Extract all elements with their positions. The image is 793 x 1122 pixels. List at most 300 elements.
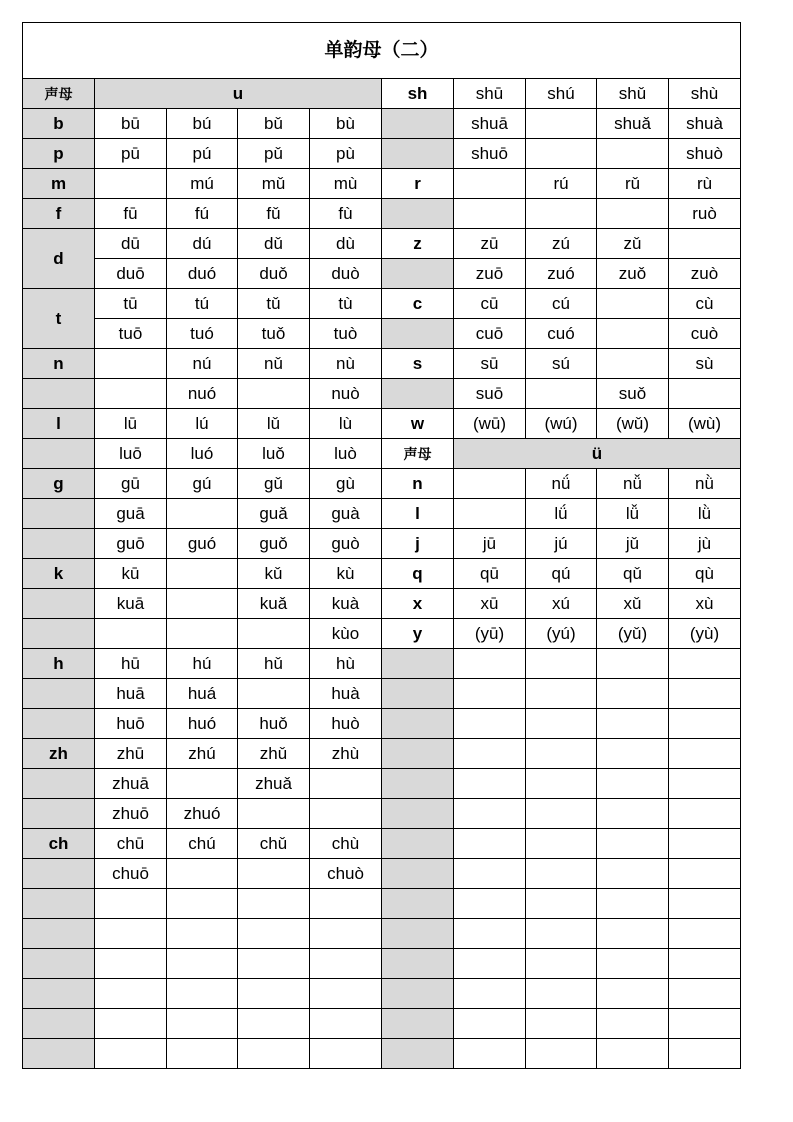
initial-cell: k xyxy=(23,559,95,589)
empty-cell xyxy=(526,769,597,799)
syllable-cell: lù xyxy=(310,409,382,439)
pinyin-table xyxy=(22,22,741,1069)
syllable-cell: cū xyxy=(454,289,526,319)
table-row xyxy=(23,469,741,499)
empty-cell xyxy=(597,919,669,949)
syllable-cell xyxy=(238,799,310,829)
syllable-cell xyxy=(95,919,167,949)
syllable-cell: nǜ xyxy=(669,469,741,499)
syllable-cell xyxy=(238,919,310,949)
syllable-cell xyxy=(238,1039,310,1069)
syllable-cell: shú xyxy=(526,79,597,109)
initial-cell: ch xyxy=(23,829,95,859)
syllable-cell xyxy=(310,799,382,829)
syllable-cell xyxy=(95,1009,167,1039)
syllable-cell xyxy=(167,589,238,619)
empty-cell xyxy=(454,1009,526,1039)
table-row xyxy=(23,109,741,139)
syllable-cell: jū xyxy=(454,529,526,559)
syllable-cell: tù xyxy=(310,289,382,319)
empty-cell xyxy=(454,859,526,889)
syllable-cell: dú xyxy=(167,229,238,259)
syllable-cell: rù xyxy=(669,169,741,199)
syllable-cell: (wú) xyxy=(526,409,597,439)
empty-cell xyxy=(454,829,526,859)
header-initial-label: 声母 xyxy=(382,439,454,469)
syllable-cell: kùo xyxy=(310,619,382,649)
empty-cell xyxy=(669,979,741,1009)
initial-cell xyxy=(382,979,454,1009)
syllable-cell: zhuó xyxy=(167,799,238,829)
syllable-cell xyxy=(454,469,526,499)
initial-cell xyxy=(382,139,454,169)
table-row xyxy=(23,349,741,379)
syllable-cell xyxy=(310,1009,382,1039)
syllable-cell: pù xyxy=(310,139,382,169)
empty-cell xyxy=(597,1009,669,1039)
initial-cell xyxy=(382,1039,454,1069)
initial-cell xyxy=(382,379,454,409)
syllable-cell xyxy=(95,379,167,409)
page-title: 单韵母（二） xyxy=(23,23,741,79)
syllable-cell: fù xyxy=(310,199,382,229)
syllable-cell: zuó xyxy=(526,259,597,289)
initial-cell: n xyxy=(23,349,95,379)
table-row xyxy=(23,709,741,739)
initial-cell xyxy=(23,859,95,889)
syllable-cell: huà xyxy=(310,679,382,709)
initial-cell: w xyxy=(382,409,454,439)
syllable-cell: zhú xyxy=(167,739,238,769)
syllable-cell: kuā xyxy=(95,589,167,619)
syllable-cell: fū xyxy=(95,199,167,229)
initial-cell: h xyxy=(23,649,95,679)
empty-cell xyxy=(454,799,526,829)
syllable-cell: shuā xyxy=(454,109,526,139)
syllable-cell: kuà xyxy=(310,589,382,619)
syllable-cell: shuō xyxy=(454,139,526,169)
syllable-cell: pǔ xyxy=(238,139,310,169)
syllable-cell: qù xyxy=(669,559,741,589)
initial-cell xyxy=(382,1009,454,1039)
syllable-cell: gù xyxy=(310,469,382,499)
syllable-cell: tuó xyxy=(167,319,238,349)
syllable-cell xyxy=(669,379,741,409)
syllable-cell: dū xyxy=(95,229,167,259)
syllable-cell: huó xyxy=(167,709,238,739)
empty-cell xyxy=(526,919,597,949)
syllable-cell xyxy=(310,949,382,979)
header-final-v: ü xyxy=(454,439,741,469)
syllable-cell: cuò xyxy=(669,319,741,349)
syllable-cell: luó xyxy=(167,439,238,469)
syllable-cell: shū xyxy=(454,79,526,109)
initial-cell xyxy=(23,1009,95,1039)
syllable-cell: hǔ xyxy=(238,649,310,679)
syllable-cell: guà xyxy=(310,499,382,529)
syllable-cell: jù xyxy=(669,529,741,559)
syllable-cell: qū xyxy=(454,559,526,589)
syllable-cell: shuò xyxy=(669,139,741,169)
empty-cell xyxy=(454,889,526,919)
initial-cell: d xyxy=(23,229,95,289)
syllable-cell xyxy=(238,979,310,1009)
syllable-cell: cuó xyxy=(526,319,597,349)
initial-cell xyxy=(382,649,454,679)
empty-cell xyxy=(454,769,526,799)
empty-cell xyxy=(454,709,526,739)
syllable-cell xyxy=(310,1039,382,1069)
syllable-cell xyxy=(167,919,238,949)
syllable-cell xyxy=(454,499,526,529)
syllable-cell: gú xyxy=(167,469,238,499)
initial-cell xyxy=(23,799,95,829)
syllable-cell: nuò xyxy=(310,379,382,409)
syllable-cell: mǔ xyxy=(238,169,310,199)
syllable-cell: zuō xyxy=(454,259,526,289)
syllable-cell xyxy=(167,1039,238,1069)
initial-cell: m xyxy=(23,169,95,199)
syllable-cell xyxy=(95,889,167,919)
syllable-cell xyxy=(95,979,167,1009)
initial-cell xyxy=(382,919,454,949)
empty-cell xyxy=(669,799,741,829)
syllable-cell: mù xyxy=(310,169,382,199)
initial-cell xyxy=(23,769,95,799)
header-initial-label: 声母 xyxy=(23,79,95,109)
syllable-cell xyxy=(310,979,382,1009)
syllable-cell: kū xyxy=(95,559,167,589)
syllable-cell: zhù xyxy=(310,739,382,769)
empty-cell xyxy=(669,769,741,799)
table-row xyxy=(23,259,741,289)
empty-cell xyxy=(597,739,669,769)
syllable-cell: tǔ xyxy=(238,289,310,319)
syllable-cell: tuò xyxy=(310,319,382,349)
table-row xyxy=(23,979,741,1009)
syllable-cell: zǔ xyxy=(597,229,669,259)
initial-cell: g xyxy=(23,469,95,499)
syllable-cell xyxy=(310,769,382,799)
syllable-cell xyxy=(167,889,238,919)
initial-cell xyxy=(382,259,454,289)
initial-cell: l xyxy=(382,499,454,529)
initial-cell: t xyxy=(23,289,95,349)
empty-cell xyxy=(669,709,741,739)
table-row xyxy=(23,949,741,979)
empty-cell xyxy=(454,649,526,679)
syllable-cell xyxy=(526,379,597,409)
syllable-cell xyxy=(167,949,238,979)
empty-cell xyxy=(526,739,597,769)
syllable-cell xyxy=(526,139,597,169)
table-row xyxy=(23,559,741,589)
syllable-cell: zhuō xyxy=(95,799,167,829)
syllable-cell: nǘ xyxy=(526,469,597,499)
syllable-cell: duǒ xyxy=(238,259,310,289)
initial-cell xyxy=(23,919,95,949)
table-row xyxy=(23,139,741,169)
syllable-cell: xù xyxy=(669,589,741,619)
syllable-cell xyxy=(167,769,238,799)
initial-cell xyxy=(382,889,454,919)
initial-cell xyxy=(382,739,454,769)
empty-cell xyxy=(454,919,526,949)
syllable-cell: zhuǎ xyxy=(238,769,310,799)
syllable-cell: cú xyxy=(526,289,597,319)
empty-cell xyxy=(526,859,597,889)
syllable-cell: tuō xyxy=(95,319,167,349)
initial-cell: b xyxy=(23,109,95,139)
syllable-cell xyxy=(167,1009,238,1039)
initial-cell xyxy=(23,439,95,469)
empty-cell xyxy=(597,859,669,889)
syllable-cell: xú xyxy=(526,589,597,619)
syllable-cell: gū xyxy=(95,469,167,499)
syllable-cell: jǔ xyxy=(597,529,669,559)
syllable-cell: hū xyxy=(95,649,167,679)
syllable-cell xyxy=(526,199,597,229)
initial-cell xyxy=(382,319,454,349)
syllable-cell xyxy=(95,349,167,379)
syllable-cell: xū xyxy=(454,589,526,619)
initial-cell xyxy=(382,709,454,739)
table-row xyxy=(23,409,741,439)
initial-cell xyxy=(23,679,95,709)
syllable-cell: chǔ xyxy=(238,829,310,859)
syllable-cell: nǔ xyxy=(238,349,310,379)
syllable-cell: huā xyxy=(95,679,167,709)
syllable-cell: gǔ xyxy=(238,469,310,499)
syllable-cell: zuǒ xyxy=(597,259,669,289)
syllable-cell: cù xyxy=(669,289,741,319)
table-row xyxy=(23,859,741,889)
syllable-cell xyxy=(454,169,526,199)
syllable-cell: duō xyxy=(95,259,167,289)
syllable-cell: lǔ xyxy=(238,409,310,439)
syllable-cell: lǚ xyxy=(597,499,669,529)
syllable-cell: luō xyxy=(95,439,167,469)
syllable-cell: lū xyxy=(95,409,167,439)
syllable-cell xyxy=(167,859,238,889)
syllable-cell xyxy=(454,199,526,229)
empty-cell xyxy=(597,709,669,739)
initial-cell: l xyxy=(23,409,95,439)
syllable-cell: (yú) xyxy=(526,619,597,649)
syllable-cell xyxy=(597,319,669,349)
initial-cell xyxy=(23,709,95,739)
syllable-cell: huá xyxy=(167,679,238,709)
syllable-cell xyxy=(238,859,310,889)
empty-cell xyxy=(597,979,669,1009)
empty-cell xyxy=(454,1039,526,1069)
syllable-cell xyxy=(167,979,238,1009)
table-row xyxy=(23,1039,741,1069)
table-row xyxy=(23,739,741,769)
syllable-cell xyxy=(597,199,669,229)
initial-cell xyxy=(382,949,454,979)
syllable-cell xyxy=(238,379,310,409)
table-row xyxy=(23,289,741,319)
empty-cell xyxy=(454,679,526,709)
initial-cell xyxy=(382,199,454,229)
syllable-cell: chú xyxy=(167,829,238,859)
empty-cell xyxy=(597,889,669,919)
syllable-cell: suō xyxy=(454,379,526,409)
syllable-cell: zū xyxy=(454,229,526,259)
syllable-cell: guò xyxy=(310,529,382,559)
table-row xyxy=(23,829,741,859)
syllable-cell: guā xyxy=(95,499,167,529)
table-row xyxy=(23,379,741,409)
syllable-cell xyxy=(167,499,238,529)
empty-cell xyxy=(597,649,669,679)
initial-cell: s xyxy=(382,349,454,379)
syllable-cell xyxy=(597,349,669,379)
syllable-cell: cuō xyxy=(454,319,526,349)
syllable-cell: nuó xyxy=(167,379,238,409)
empty-cell xyxy=(669,649,741,679)
syllable-cell xyxy=(95,1039,167,1069)
syllable-cell: hù xyxy=(310,649,382,679)
empty-cell xyxy=(597,799,669,829)
initial-cell: y xyxy=(382,619,454,649)
syllable-cell: jú xyxy=(526,529,597,559)
syllable-cell: bǔ xyxy=(238,109,310,139)
syllable-cell: chù xyxy=(310,829,382,859)
empty-cell xyxy=(526,889,597,919)
header-final-u: u xyxy=(95,79,382,109)
initial-cell xyxy=(382,109,454,139)
syllable-cell: (wù) xyxy=(669,409,741,439)
syllable-cell: luǒ xyxy=(238,439,310,469)
table-row xyxy=(23,169,741,199)
syllable-cell: guó xyxy=(167,529,238,559)
syllable-cell: chuō xyxy=(95,859,167,889)
syllable-cell: bú xyxy=(167,109,238,139)
empty-cell xyxy=(669,679,741,709)
empty-cell xyxy=(526,979,597,1009)
empty-cell xyxy=(597,769,669,799)
table-row xyxy=(23,439,741,469)
syllable-cell: fǔ xyxy=(238,199,310,229)
initial-cell: p xyxy=(23,139,95,169)
empty-cell xyxy=(526,949,597,979)
syllable-cell: qú xyxy=(526,559,597,589)
empty-cell xyxy=(454,979,526,1009)
syllable-cell: nǚ xyxy=(597,469,669,499)
syllable-cell xyxy=(238,949,310,979)
table-row xyxy=(23,769,741,799)
syllable-cell: dù xyxy=(310,229,382,259)
syllable-cell: duò xyxy=(310,259,382,289)
empty-cell xyxy=(597,829,669,859)
syllable-cell: nú xyxy=(167,349,238,379)
initial-cell xyxy=(382,769,454,799)
initial-cell xyxy=(23,949,95,979)
syllable-cell: guō xyxy=(95,529,167,559)
syllable-cell xyxy=(167,559,238,589)
table-row xyxy=(23,1009,741,1039)
empty-cell xyxy=(669,949,741,979)
syllable-cell: lú xyxy=(167,409,238,439)
initial-cell xyxy=(382,829,454,859)
syllable-cell: qǔ xyxy=(597,559,669,589)
syllable-cell: zú xyxy=(526,229,597,259)
table-row xyxy=(23,529,741,559)
syllable-cell: chū xyxy=(95,829,167,859)
syllable-cell: kù xyxy=(310,559,382,589)
syllable-cell: pú xyxy=(167,139,238,169)
empty-cell xyxy=(669,919,741,949)
syllable-cell xyxy=(95,949,167,979)
syllable-cell: rú xyxy=(526,169,597,199)
syllable-cell: (yù) xyxy=(669,619,741,649)
syllable-cell: shǔ xyxy=(597,79,669,109)
empty-cell xyxy=(526,649,597,679)
initial-cell: sh xyxy=(382,79,454,109)
table-row xyxy=(23,619,741,649)
syllable-cell: zuò xyxy=(669,259,741,289)
table-row xyxy=(23,679,741,709)
table-row xyxy=(23,649,741,679)
initial-cell: j xyxy=(382,529,454,559)
syllable-cell xyxy=(95,619,167,649)
syllable-cell: hú xyxy=(167,649,238,679)
syllable-cell xyxy=(95,169,167,199)
syllable-cell xyxy=(597,139,669,169)
syllable-cell: (yū) xyxy=(454,619,526,649)
table-row xyxy=(23,319,741,349)
syllable-cell: duó xyxy=(167,259,238,289)
syllable-cell xyxy=(310,919,382,949)
table-row xyxy=(23,229,741,259)
table-row xyxy=(23,799,741,829)
syllable-cell: dǔ xyxy=(238,229,310,259)
syllable-cell xyxy=(238,679,310,709)
syllable-cell: tuǒ xyxy=(238,319,310,349)
syllable-cell: sū xyxy=(454,349,526,379)
syllable-cell: (yǔ) xyxy=(597,619,669,649)
empty-cell xyxy=(526,1039,597,1069)
empty-cell xyxy=(526,709,597,739)
syllable-cell: kǔ xyxy=(238,559,310,589)
syllable-cell: nù xyxy=(310,349,382,379)
empty-cell xyxy=(526,829,597,859)
syllable-cell: (wǔ) xyxy=(597,409,669,439)
table-row xyxy=(23,919,741,949)
syllable-cell: zhǔ xyxy=(238,739,310,769)
syllable-cell: luò xyxy=(310,439,382,469)
empty-cell xyxy=(597,679,669,709)
syllable-cell xyxy=(669,229,741,259)
empty-cell xyxy=(669,859,741,889)
initial-cell xyxy=(23,1039,95,1069)
empty-cell xyxy=(526,679,597,709)
syllable-cell: huò xyxy=(310,709,382,739)
initial-cell: z xyxy=(382,229,454,259)
initial-cell: r xyxy=(382,169,454,199)
syllable-cell: huō xyxy=(95,709,167,739)
initial-cell xyxy=(23,499,95,529)
syllable-cell: fú xyxy=(167,199,238,229)
syllable-cell: chuò xyxy=(310,859,382,889)
empty-cell xyxy=(597,1039,669,1069)
syllable-cell xyxy=(238,1009,310,1039)
initial-cell: c xyxy=(382,289,454,319)
syllable-cell: guǎ xyxy=(238,499,310,529)
initial-cell xyxy=(23,619,95,649)
